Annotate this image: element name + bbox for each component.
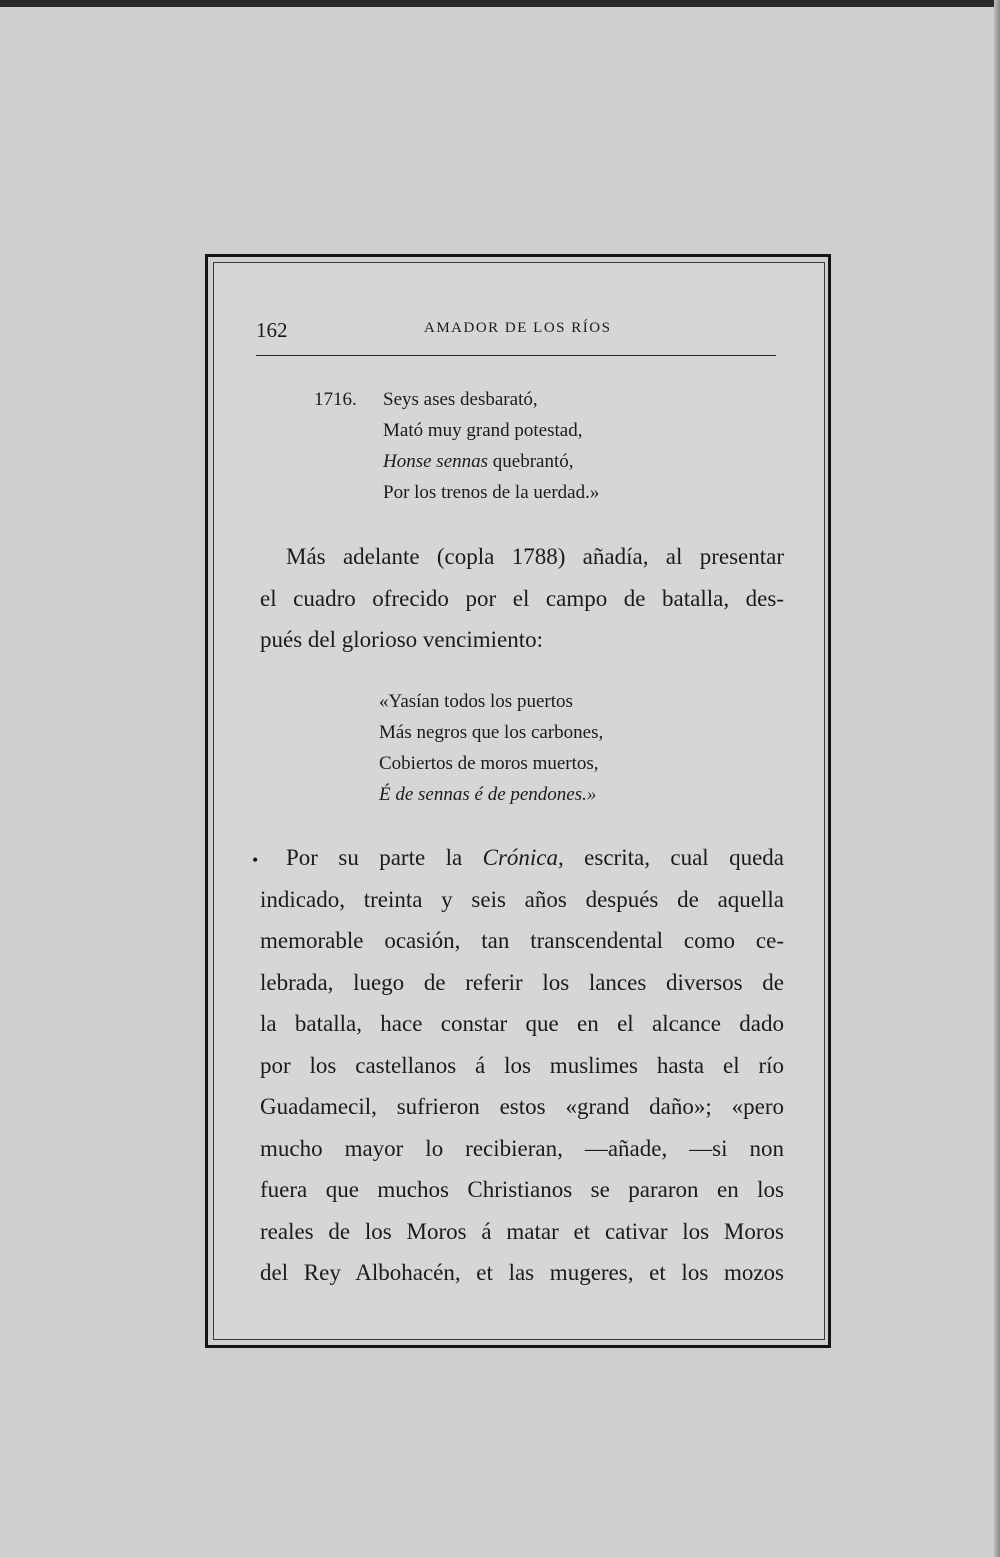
paragraph-line: lebrada, luego de referir los lances diversos de [260, 969, 784, 995]
running-head [256, 318, 776, 348]
paragraph-line: fuera que muchos Christianos se pararon en los [260, 1177, 784, 1202]
italic-title: Crónica, [482, 845, 564, 870]
paragraph-1 [260, 536, 784, 661]
running-title: AMADOR DE LOS RÍOS [424, 320, 612, 336]
paragraph-line: el cuadro ofrecido por el campo de batalla, des- [260, 585, 784, 611]
paragraph-line: reales de los Moros á matar et cativar los Moros [260, 1218, 784, 1244]
paragraph-line: memorable ocasión, tan transcendental como ce- [260, 928, 784, 953]
verse-quote [256, 686, 776, 810]
paragraph-line [260, 837, 784, 879]
paragraph-line: pués del glorioso vencimiento: [260, 627, 543, 652]
verse-line [256, 446, 776, 477]
verse-text: Más negros que los carbones, [379, 722, 604, 743]
header-rule [256, 355, 776, 356]
verse-text: Mató muy grand potestad, [383, 420, 583, 441]
verse-text: Seys ases desbarató, [383, 389, 538, 410]
verse-text: Por los trenos de la uerdad.» [383, 482, 600, 503]
line-suffix: escrita, cual queda [563, 845, 784, 870]
italic-phrase: Honse sennas [383, 451, 489, 472]
verse-text [383, 446, 574, 477]
italic-verse: É de sennas é de pendones.» [379, 784, 597, 805]
paragraph-line: indicado, treinta y seis años después de aquella [260, 886, 784, 912]
verse-line [256, 384, 776, 415]
verse-1716 [256, 384, 776, 508]
page-number: 162 [256, 318, 288, 342]
paragraph-line: la batalla, hace constar que en el alcance dado [260, 1011, 784, 1036]
margin-bullet: • [252, 850, 259, 870]
verse-line [256, 717, 776, 748]
paragraph-line: por los castellanos á los muslimes hasta el río [260, 1052, 784, 1078]
verse-line [256, 477, 776, 508]
copla-number: 1716. [314, 389, 357, 410]
verse-text: «Yasían todos los puertos [379, 691, 573, 712]
verse-line [256, 748, 776, 779]
scan-right-edge [994, 0, 1000, 1557]
scan-top-edge [0, 0, 1000, 7]
verse-line [256, 779, 776, 810]
paragraph-line: mucho mayor lo recibieran, —añade, —si non [260, 1135, 784, 1161]
paragraph-line: Más adelante (copla 1788) añadía, al presentar [286, 544, 784, 569]
verse-line [256, 415, 776, 446]
paragraph-line: Guadamecil, sufrieron estos «grand daño»; «pero [260, 1094, 784, 1119]
line-prefix: Por su parte la [286, 845, 483, 870]
verse-text [379, 779, 596, 810]
verse-text-rest: quebrantó, [488, 451, 574, 472]
verse-line [256, 686, 776, 717]
paragraph-line: del Rey Albohacén, et las mugeres, et los mozos [260, 1260, 784, 1285]
paragraph-2 [260, 837, 784, 1294]
verse-text: Cobiertos de moros muertos, [379, 753, 599, 774]
